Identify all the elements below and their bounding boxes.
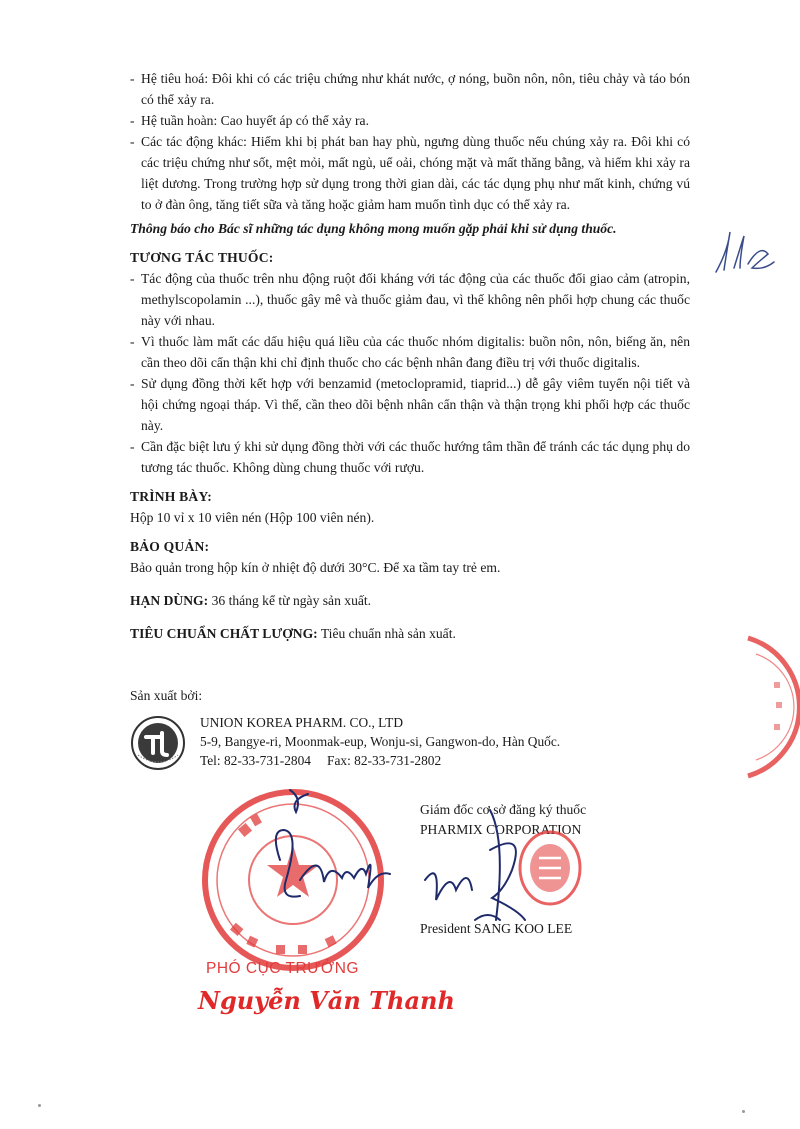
union-korea-logo-icon: [130, 715, 186, 771]
standard-line: [130, 623, 690, 644]
interactions-heading: TƯƠNG TÁC THUỐC:: [130, 250, 274, 265]
presentation-text: Hộp 10 vỉ x 10 viên nén (Hộp 100 viên nén).: [130, 510, 375, 525]
interaction-item: - Sử dụng đồng thời kết hợp với benzamid (metoclopramid, tiaprid...) dễ gây viêm tuyến nội tiết và hội chứng ngoại tháp. Vì thế, cần theo dõi bệnh nhân cẩn thận và thận trọng khi phối hợp các thuốc này.: [130, 373, 690, 436]
standard-text: Tiêu chuẩn nhà sản xuất.: [320, 626, 456, 641]
document-body: [130, 68, 690, 644]
side-effect-digestive: - Hệ tiêu hoá: Đôi khi có các triệu chứng như khát nước, ợ nóng, buồn nôn, nôn, tiêu chảy và táo bón có thể xảy ra.: [130, 68, 690, 110]
doctor-notice: Thông báo cho Bác sĩ những tác dụng không mong muốn gặp phải khi sử dụng thuốc.: [130, 221, 617, 236]
approval-name: Nguyễn Văn Thanh: [198, 986, 455, 1015]
expiry-heading: HẠN DÙNG:: [130, 593, 209, 608]
standard-heading: TIÊU CHUẨN CHẤT LƯỢNG:: [130, 626, 318, 641]
interaction-item: - Cần đặc biệt lưu ý khi sử dụng đồng thời với các thuốc hướng tâm thần để tránh các tác dụng phụ do tương tác thuốc. Không dùng chung thuốc với rượu.: [130, 436, 690, 478]
manufacturer-fax: Fax: 82-33-731-2802: [327, 753, 442, 768]
signatures-icon: [250, 770, 580, 940]
scan-dot: [742, 1110, 745, 1113]
presentation-heading: TRÌNH BÀY:: [130, 489, 212, 504]
interaction-item: - Vì thuốc làm mất các dấu hiệu quá liều của các thuốc nhóm digitalis: buồn nôn, nôn, biếng ăn, nên cần theo dõi cẩn thận khi chỉ định thuốc cho các bệnh nhân đang điều trị với thuốc digitalis.: [130, 331, 690, 373]
registrant-president: President SANG KOO LEE: [420, 921, 573, 936]
approval-title: PHÓ CỤC TRƯỞNG: [206, 960, 359, 977]
manufacturer-tel: Tel: 82-33-731-2804: [200, 753, 312, 768]
storage-text: Bảo quản trong hộp kín ở nhiệt độ dưới 30°C. Để xa tầm tay trẻ em.: [130, 560, 501, 575]
scan-dot: [38, 1104, 41, 1107]
side-effect-other: - Các tác động khác: Hiếm khi bị phát ban hay phù, ngưng dùng thuốc nếu chúng xảy ra. Đôi khi có các triệu chứng như sốt, mệt mỏi, mất ngủ, uể oải, chóng mặt và mất thăng bằng, và hiếm khi xảy ra liệt dương. Trong trường hợp sử dụng trong thời gian dài, các tác dụng phụ như mất kinh, chứng vú to ở đàn ông, tăng tiết sữa và tăng hoặc giảm ham muốn tình dục có thể xảy ra.: [130, 131, 690, 215]
manufacturer-info: [200, 713, 560, 770]
manufacturer-contact: [200, 751, 560, 770]
expiry-line: [130, 590, 690, 611]
manufacturer-address: 5-9, Bangye-ri, Moonmak-eup, Wonju-si, Gangwon-do, Hàn Quốc.: [200, 734, 561, 749]
interaction-item: - Tác động của thuốc trên nhu động ruột đối kháng với tác động của các thuốc đối giao cảm (atropin, methylscopolamin ...), thuốc gây mê và thuốc giảm đau, vì thế không nên phối hợp chung các thuốc này với nhau.: [130, 268, 690, 331]
storage-heading: BẢO QUẢN:: [130, 539, 210, 554]
registrant-title: Giám đốc cơ sở đăng ký thuốc: [420, 802, 587, 817]
edge-seal-stamp-icon: [728, 632, 800, 782]
side-effect-circulatory: - Hệ tuần hoàn: Cao huyết áp có thể xảy ra.: [130, 110, 690, 131]
registrant-company: PHARMIX CORPORATION: [420, 822, 582, 837]
expiry-text: 36 tháng kể từ ngày sản xuất.: [211, 593, 372, 608]
manufacturer-name: UNION KOREA PHARM. CO., LTD: [200, 715, 403, 730]
margin-initials-icon: [712, 228, 776, 278]
manufacturer-label: Sản xuất bởi:: [130, 688, 203, 703]
